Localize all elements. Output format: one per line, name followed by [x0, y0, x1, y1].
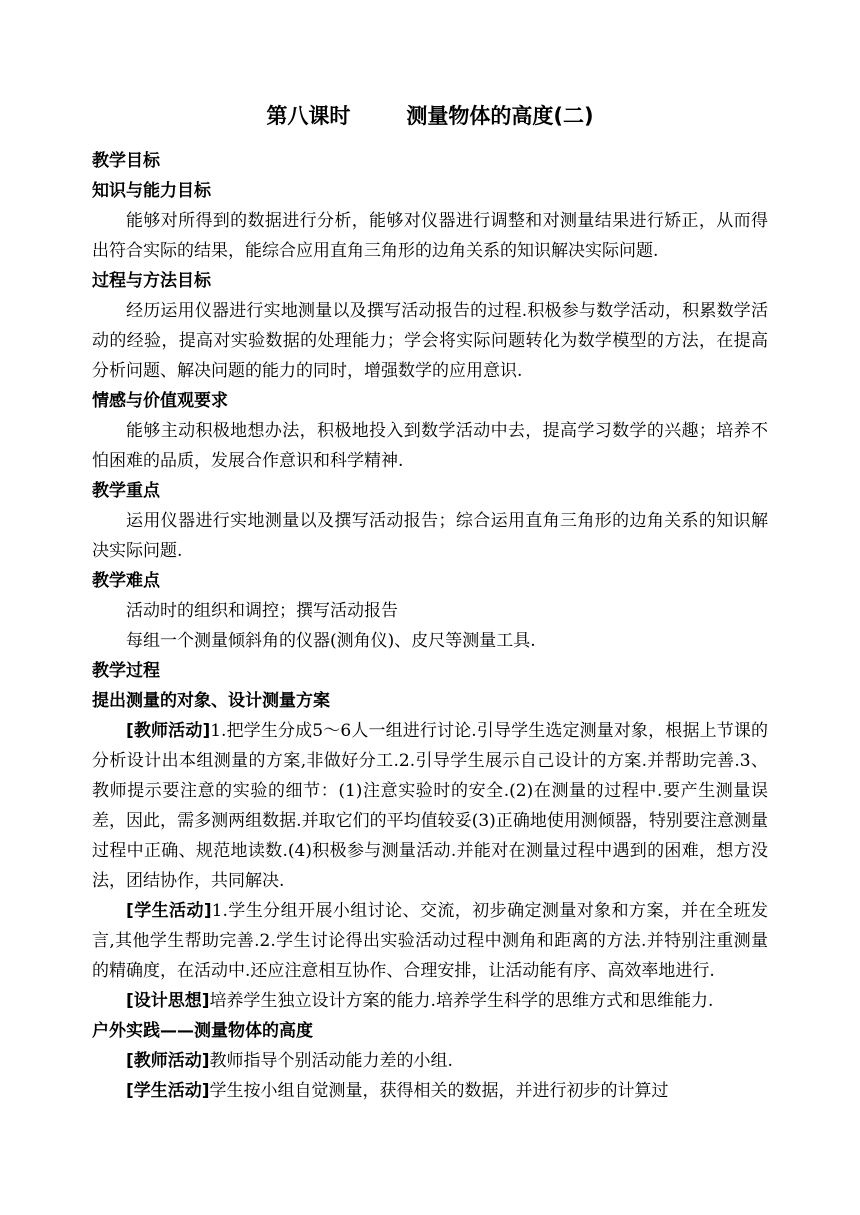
heading-emotion: 情感与价值观要求 — [92, 391, 228, 411]
heading-process: 过程与方法目标 — [92, 271, 211, 291]
student-activity-tag: [学生活动] — [126, 901, 212, 921]
paragraph-knowledge: 能够对所得到的数据进行分析，能够对仪器进行调整和对测量结果进行矫正，从而得出符合实际的结果，能综合应用直角三角形的边角关系的知识解决实际问题. — [92, 211, 768, 261]
paragraph-student-activity-1 — [92, 896, 768, 986]
heading-key-points: 教学重点 — [92, 481, 160, 501]
document-page — [92, 98, 768, 1106]
heading-difficulties: 教学难点 — [92, 571, 160, 591]
title-topic: 测量物体的高度(二) — [406, 104, 594, 128]
heading-procedure: 教学过程 — [92, 661, 160, 681]
paragraph-teacher-activity-2 — [92, 1046, 768, 1076]
heading-knowledge: 知识与能力目标 — [92, 181, 211, 201]
student-activity-tag-2: [学生活动] — [126, 1081, 210, 1101]
teacher-activity-text-2: 教师指导个别活动能力差的小组. — [209, 1051, 453, 1071]
paragraph-key-points: 运用仪器进行实地测量以及撰写活动报告；综合运用直角三角形的边角关系的知识解决实际问题. — [92, 511, 768, 561]
teacher-activity-tag: [教师活动] — [126, 721, 211, 741]
paragraph-process: 经历运用仪器进行实地测量以及撰写活动报告的过程.积极参与数学活动，积累数学活动的经验，提高对实验数据的处理能力；学会将实际问题转化为数学模型的方法，在提高分析问题、解决问题的能力的同时，增强数学的应用意识. — [92, 301, 768, 381]
student-activity-text: 1.学生分组开展小组讨论、交流，初步确定测量对象和方案，并在全班发言,其他学生帮助完善.2.学生讨论得出实验活动过程中测角和距离的方法.并特别注重测量的精确度，在活动中.还应注意相互协作、合理安排，让活动能有序、高效率地进行. — [92, 901, 768, 981]
design-idea-tag: [设计思想] — [126, 991, 210, 1011]
teacher-activity-tag-2: [教师活动] — [126, 1051, 210, 1071]
heading-step-design: 提出测量的对象、设计测量方案 — [92, 691, 330, 711]
paragraph-difficulties-1: 活动时的组织和调控；撰写活动报告 — [126, 601, 398, 621]
paragraph-design-idea — [92, 986, 768, 1016]
design-idea-text: 培养学生独立设计方案的能力.培养学生科学的思维方式和思维能力. — [209, 991, 714, 1011]
student-activity-text-2: 学生按小组自觉测量，获得相关的数据，并进行初步的计算过 — [209, 1081, 669, 1101]
heading-step-outdoor: 户外实践——测量物体的高度 — [92, 1021, 313, 1041]
title-lesson: 第八课时 — [266, 104, 351, 128]
teacher-activity-text: 1.把学生分成5～6人一组进行讨论.引导学生选定测量对象，根据上节课的分析设计出本组测量的方案,非做好分工.2.引导学生展示自己设计的方案.并帮助完善.3、教师提示要注意的实验的细节：(1)注意实验时的安全.(2)在测量的过程中.要产生测量误差，因此，需多测两组数据.并取它们的平均值较妥(3)正确地使用测倾器，特别要注意测量过程中正确、规范地读数.(4)积极参与测量活动.并能对在测量过程中遇到的困难，想方没法，团结协作，共同解决. — [92, 721, 768, 891]
heading-objectives: 教学目标 — [92, 151, 160, 171]
paragraph-teacher-activity-1 — [92, 716, 768, 896]
paragraph-student-activity-2 — [92, 1076, 768, 1106]
page-title — [92, 98, 768, 134]
paragraph-difficulties-2: 每组一个测量倾斜角的仪器(测角仪)、皮尺等测量工具. — [126, 631, 536, 651]
paragraph-emotion: 能够主动积极地想办法，积极地投入到数学活动中去，提高学习数学的兴趣；培养不怕困难的品质，发展合作意识和科学精神. — [92, 421, 768, 471]
